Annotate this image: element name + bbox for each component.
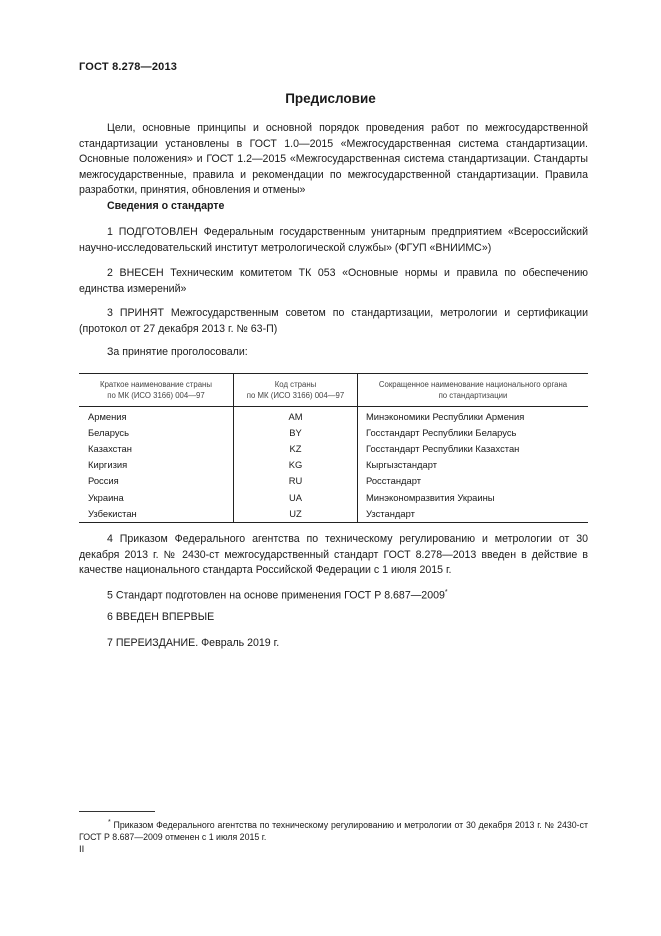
item-4-text: 4 Приказом Федерального агентства по техническому регулированию и метрологии от 30 декабря 2013 г. № 2430-ст межгосударственный стандарт ГОСТ 8.278—2013 введен в действие в качестве национального стандарта Российской Федерации с 1 июля 2015 г. [79, 533, 588, 576]
info-heading: Сведения о стандарте [107, 200, 225, 212]
code-cell: BY [234, 425, 358, 441]
country-cell: Узбекистан [79, 506, 234, 523]
table-row [79, 489, 588, 505]
item-4 [79, 532, 588, 579]
document-code-header: ГОСТ 8.278—2013 [79, 61, 178, 73]
item-2-text: 2 ВНЕСЕН Техническим комитетом ТК 053 «Основные нормы и правила по обеспечению единства измерений» [79, 267, 588, 295]
item-7 [79, 636, 588, 652]
code-cell: KZ [234, 441, 358, 457]
item-6 [79, 610, 588, 626]
table-header-row [79, 374, 588, 407]
item-5 [79, 585, 588, 604]
body-cell: Госстандарт Республики Беларусь [366, 427, 517, 439]
body-cell: Госстандарт Республики Казахстан [366, 443, 520, 455]
table-row [79, 473, 588, 489]
footnote-mark: * [108, 819, 111, 826]
table-row [79, 457, 588, 473]
item-1 [79, 225, 588, 256]
item-7-text: 7 ПЕРЕИЗДАНИЕ. Февраль 2019 г. [107, 637, 280, 649]
body-cell: Узстандарт [358, 506, 589, 523]
country-cell: Киргизия [79, 457, 234, 473]
footnote [79, 817, 588, 843]
voting-table [79, 373, 588, 523]
item-5-text: 5 Стандарт подготовлен на основе применения ГОСТ Р 8.687—2009 [107, 589, 445, 602]
body-cell: Кыргызстандарт [366, 459, 438, 471]
body-cell: Минэкономразвития Украины [366, 491, 495, 503]
column-header-body: Сокращенное наименование национального органа по стандартизации [358, 374, 589, 407]
code-cell: UA [234, 489, 358, 505]
country-cell: Казахстан [79, 441, 234, 457]
vote-label: За принятие проголосовали: [107, 346, 248, 358]
item-3-text: 3 ПРИНЯТ Межгосударственным советом по стандартизации, метрологии и сертификации (протокол от 27 декабря 2013 г. № 63-П) [79, 307, 588, 335]
footnote-reference: * [444, 589, 448, 596]
table-row [79, 425, 588, 441]
table-row [79, 441, 588, 457]
code-cell: KG [234, 457, 358, 473]
item-1-text: 1 ПОДГОТОВЛЕН Федеральным государственным унитарным предприятием «Всероссийский научно-исследовательский институт метрологической службы» (ФГУП «ВНИИМС») [79, 226, 588, 254]
country-cell: Украина [79, 489, 234, 505]
column-header-country: Краткое наименование страны по МК (ИСО 3166) 004—97 [79, 374, 234, 407]
intro-paragraph [79, 121, 588, 199]
page-title: Предисловие [285, 91, 376, 106]
code-cell: RU [234, 473, 358, 489]
code-cell: UZ [234, 506, 358, 523]
table-row [79, 407, 588, 426]
item-3 [79, 306, 588, 337]
code-cell: AM [234, 407, 358, 426]
country-cell: Россия [79, 473, 234, 489]
table-row [79, 506, 588, 523]
country-cell: Беларусь [79, 425, 234, 441]
intro-text: Цели, основные принципы и основной порядок проведения работ по межгосударственной стандартизации установлены в ГОСТ 1.0—2015 «Межгосударственная система стандартизации. Основные положения» и ГОСТ 1.2—2015 «Межгосударственная система стандартизации. Стандарты межгосударственные, правила и рекомендации по межгосударственной стандартизации. Правила разработки, принятия, обновления и отмены» [79, 122, 588, 196]
footnote-divider [79, 811, 155, 812]
item-6-text: 6 ВВЕДЕН ВПЕРВЫЕ [107, 611, 215, 623]
page-number: II [79, 844, 85, 855]
footnote-text: Приказом Федерального агентства по техническому регулированию и метрологии от 30 декабря 2013 г. № 2430-ст ГОСТ Р 8.687—2009 отменен с 1 июля 2015 г. [79, 819, 588, 842]
body-cell: Минэкономики Республики Армения [366, 411, 525, 423]
body-cell: Росстандарт [366, 475, 421, 487]
item-2 [79, 266, 588, 297]
country-cell: Армения [79, 407, 234, 426]
column-header-code: Код страны по МК (ИСО 3166) 004—97 [234, 374, 358, 407]
